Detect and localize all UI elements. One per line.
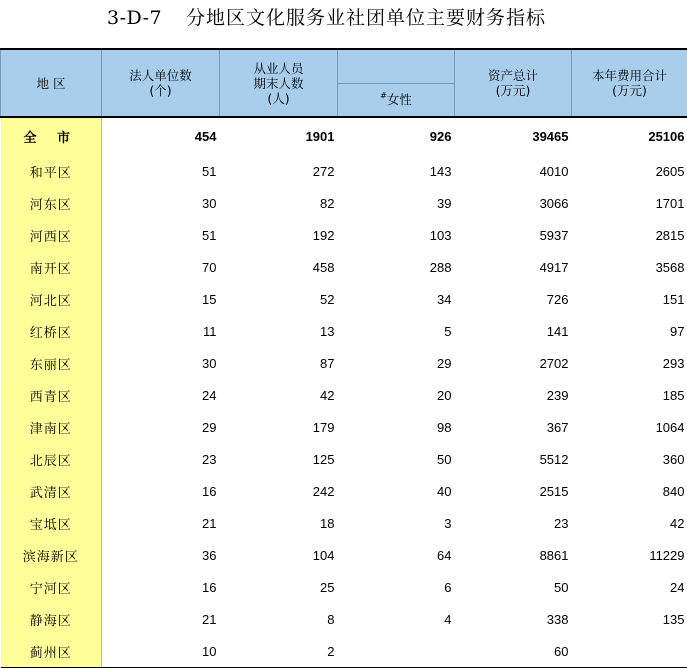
table-row xyxy=(1,571,687,603)
table-row xyxy=(1,283,687,315)
table-code: 3-D-7 xyxy=(107,4,162,32)
legal-units-cell: 454 xyxy=(102,117,220,155)
header-expenses xyxy=(572,49,687,117)
table-row xyxy=(1,315,687,347)
assets-cell: 50 xyxy=(455,571,572,603)
assets-cell: 23 xyxy=(455,507,572,539)
header-female-label: 女性 xyxy=(387,92,412,107)
region-name-cell: 东丽区 xyxy=(1,347,102,379)
female-cell: 288 xyxy=(338,251,455,283)
assets-cell: 2515 xyxy=(455,475,572,507)
employees-cell: 42 xyxy=(220,379,338,411)
table-row xyxy=(1,347,687,379)
expenses-cell: 293 xyxy=(572,347,687,379)
header-employees xyxy=(220,49,338,117)
region-name-cell: 蓟州区 xyxy=(1,635,102,668)
assets-cell: 5512 xyxy=(455,443,572,475)
assets-cell: 8861 xyxy=(455,539,572,571)
employees-cell: 18 xyxy=(220,507,338,539)
header-female xyxy=(338,83,455,117)
employees-cell: 1901 xyxy=(220,117,338,155)
legal-units-cell: 51 xyxy=(102,219,220,251)
header-region: 地 区 xyxy=(1,49,102,117)
employees-cell: 192 xyxy=(220,219,338,251)
expenses-cell: 1064 xyxy=(572,411,687,443)
expenses-cell: 24 xyxy=(572,571,687,603)
table-row xyxy=(1,251,687,283)
table-row xyxy=(1,539,687,571)
legal-units-cell: 21 xyxy=(102,603,220,635)
region-name-cell: 津南区 xyxy=(1,411,102,443)
expenses-cell: 360 xyxy=(572,443,687,475)
female-cell: 39 xyxy=(338,187,455,219)
table-body xyxy=(1,117,687,668)
female-cell: 143 xyxy=(338,155,455,187)
expenses-cell: 3568 xyxy=(572,251,687,283)
female-cell: 926 xyxy=(338,117,455,155)
header-legal-units-label: 法人单位数 xyxy=(129,68,192,83)
expenses-cell xyxy=(572,635,687,668)
female-cell: 6 xyxy=(338,571,455,603)
region-name-cell: 河西区 xyxy=(1,219,102,251)
assets-cell: 367 xyxy=(455,411,572,443)
assets-cell: 141 xyxy=(455,315,572,347)
legal-units-cell: 36 xyxy=(102,539,220,571)
table-row xyxy=(1,603,687,635)
legal-units-cell: 16 xyxy=(102,571,220,603)
table-title xyxy=(0,4,687,38)
region-name-cell: 西青区 xyxy=(1,379,102,411)
legal-units-cell: 30 xyxy=(102,347,220,379)
expenses-cell: 42 xyxy=(572,507,687,539)
header-female-mark: # xyxy=(380,91,387,100)
expenses-cell: 2815 xyxy=(572,219,687,251)
table-header xyxy=(1,49,687,117)
female-cell: 64 xyxy=(338,539,455,571)
employees-cell: 13 xyxy=(220,315,338,347)
region-name-cell: 北辰区 xyxy=(1,443,102,475)
header-legal-units xyxy=(102,49,220,117)
region-name-cell: 和平区 xyxy=(1,155,102,187)
female-cell xyxy=(338,635,455,668)
assets-cell: 60 xyxy=(455,635,572,668)
legal-units-cell: 23 xyxy=(102,443,220,475)
assets-cell: 2702 xyxy=(455,347,572,379)
legal-units-cell: 16 xyxy=(102,475,220,507)
expenses-cell: 97 xyxy=(572,315,687,347)
header-assets xyxy=(455,49,572,117)
employees-cell: 458 xyxy=(220,251,338,283)
employees-cell: 179 xyxy=(220,411,338,443)
table-row xyxy=(1,219,687,251)
legal-units-cell: 10 xyxy=(102,635,220,668)
header-employees-label-2: 期末人数 xyxy=(253,76,303,91)
female-cell: 20 xyxy=(338,379,455,411)
region-name-cell: 武清区 xyxy=(1,475,102,507)
expenses-cell: 185 xyxy=(572,379,687,411)
expenses-cell: 151 xyxy=(572,283,687,315)
expenses-cell: 25106 xyxy=(572,117,687,155)
header-legal-units-unit: (个) xyxy=(149,83,171,98)
employees-cell: 242 xyxy=(220,475,338,507)
region-name-cell: 静海区 xyxy=(1,603,102,635)
employees-cell: 52 xyxy=(220,283,338,315)
expenses-cell: 11229 xyxy=(572,539,687,571)
employees-cell: 87 xyxy=(220,347,338,379)
expenses-cell: 1701 xyxy=(572,187,687,219)
region-name-cell: 滨海新区 xyxy=(1,539,102,571)
table-row xyxy=(1,507,687,539)
female-cell: 98 xyxy=(338,411,455,443)
legal-units-cell: 70 xyxy=(102,251,220,283)
region-name-cell: 河东区 xyxy=(1,187,102,219)
table-name: 分地区文化服务业社团单位主要财务指标 xyxy=(186,4,546,32)
employees-cell: 25 xyxy=(220,571,338,603)
table-row xyxy=(1,443,687,475)
region-name-cell: 南开区 xyxy=(1,251,102,283)
legal-units-cell: 11 xyxy=(102,315,220,347)
table-row-total xyxy=(1,117,687,155)
table-row xyxy=(1,411,687,443)
table-row xyxy=(1,379,687,411)
employees-cell: 104 xyxy=(220,539,338,571)
employees-cell: 82 xyxy=(220,187,338,219)
header-employees-label-1: 从业人员 xyxy=(253,61,303,76)
assets-cell: 726 xyxy=(455,283,572,315)
expenses-cell: 2605 xyxy=(572,155,687,187)
legal-units-cell: 51 xyxy=(102,155,220,187)
female-cell: 29 xyxy=(338,347,455,379)
female-cell: 5 xyxy=(338,315,455,347)
legal-units-cell: 29 xyxy=(102,411,220,443)
expenses-cell: 135 xyxy=(572,603,687,635)
assets-cell: 39465 xyxy=(455,117,572,155)
legal-units-cell: 30 xyxy=(102,187,220,219)
header-expenses-unit: (万元) xyxy=(612,83,647,98)
financial-indicators-table xyxy=(0,48,687,668)
expenses-cell: 840 xyxy=(572,475,687,507)
employees-cell: 272 xyxy=(220,155,338,187)
table-row xyxy=(1,475,687,507)
employees-cell: 2 xyxy=(220,635,338,668)
assets-cell: 3066 xyxy=(455,187,572,219)
female-cell: 3 xyxy=(338,507,455,539)
assets-cell: 5937 xyxy=(455,219,572,251)
region-name-cell: 河北区 xyxy=(1,283,102,315)
female-cell: 4 xyxy=(338,603,455,635)
female-cell: 34 xyxy=(338,283,455,315)
assets-cell: 338 xyxy=(455,603,572,635)
region-name-cell: 宝坻区 xyxy=(1,507,102,539)
female-cell: 40 xyxy=(338,475,455,507)
assets-cell: 4010 xyxy=(455,155,572,187)
assets-cell: 239 xyxy=(455,379,572,411)
employees-cell: 125 xyxy=(220,443,338,475)
header-assets-unit: (万元) xyxy=(496,83,531,98)
female-cell: 103 xyxy=(338,219,455,251)
table-row xyxy=(1,187,687,219)
table-row xyxy=(1,635,687,668)
legal-units-cell: 15 xyxy=(102,283,220,315)
header-assets-label: 资产总计 xyxy=(488,68,538,83)
table-row xyxy=(1,155,687,187)
employees-cell: 8 xyxy=(220,603,338,635)
region-name-cell: 全 市 xyxy=(1,117,102,155)
header-expenses-label: 本年费用合计 xyxy=(592,68,667,83)
female-cell: 50 xyxy=(338,443,455,475)
header-employees-spacer xyxy=(338,49,455,83)
legal-units-cell: 24 xyxy=(102,379,220,411)
header-employees-unit: (人) xyxy=(267,91,289,106)
legal-units-cell: 21 xyxy=(102,507,220,539)
assets-cell: 4917 xyxy=(455,251,572,283)
region-name-cell: 红桥区 xyxy=(1,315,102,347)
region-name-cell: 宁河区 xyxy=(1,571,102,603)
